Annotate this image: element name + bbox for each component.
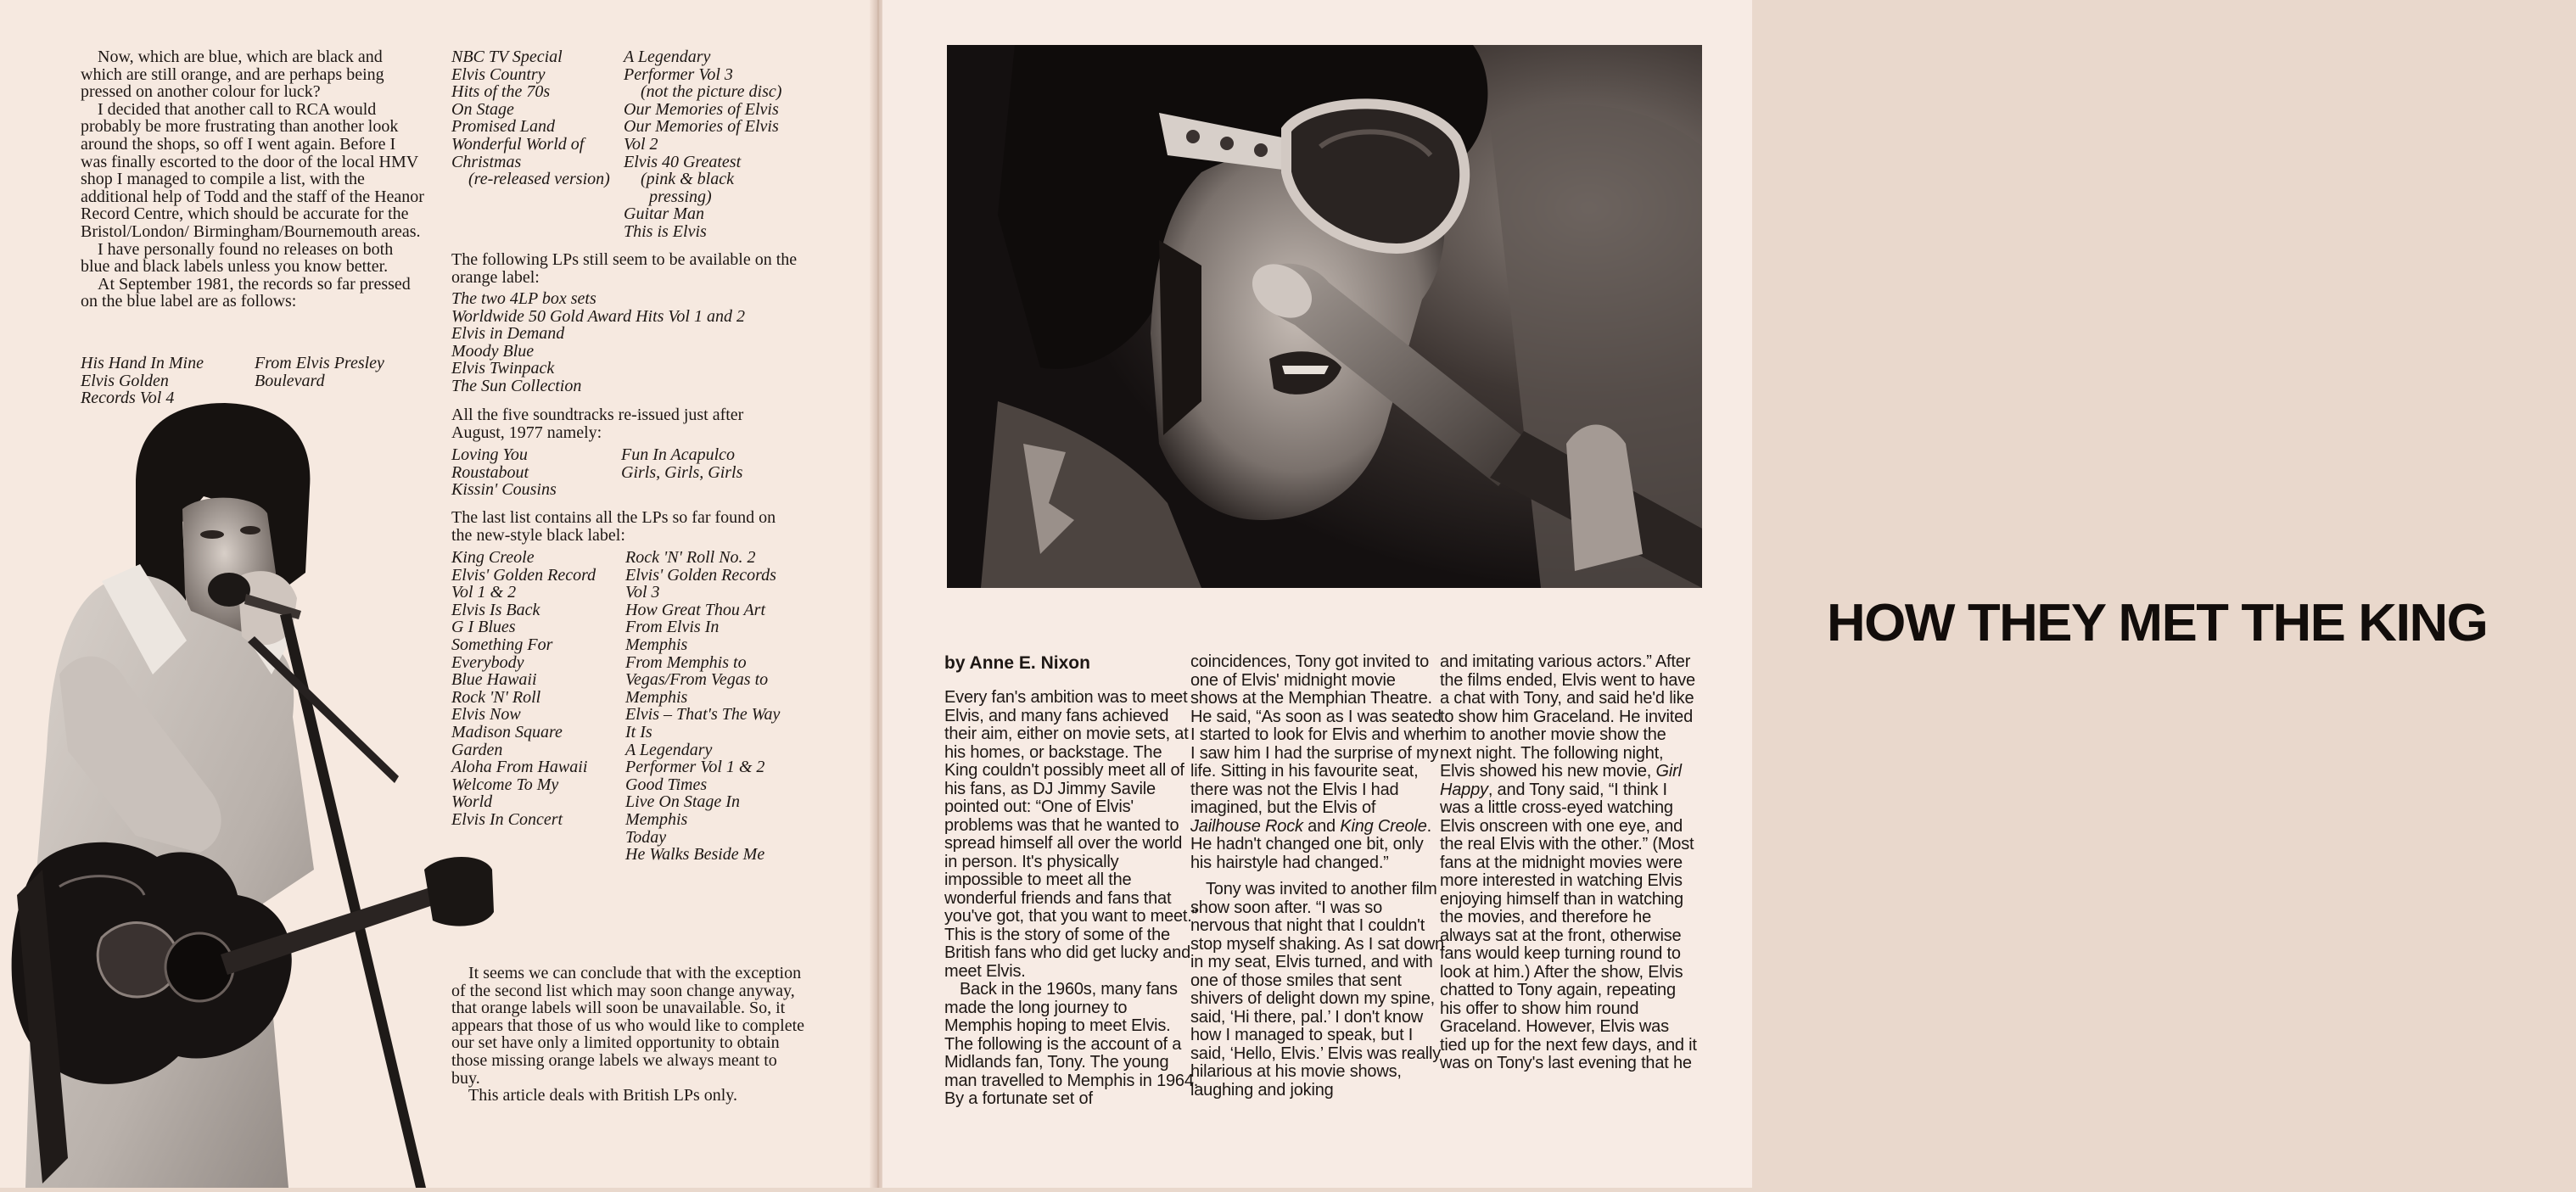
list-item: Vol 3 <box>625 583 660 602</box>
list-item: Welcome To My <box>451 775 559 794</box>
article-text: . He hadn't changed one bit, only his hairstyle had changed.” <box>1190 816 1431 872</box>
blue-label-list <box>81 355 250 407</box>
list-item: G I Blues <box>451 618 516 637</box>
list-item: How Great Thou Art <box>625 600 766 619</box>
conclusion-text <box>451 965 808 1105</box>
list-item: Memphis <box>625 687 688 707</box>
list-item: From Memphis to <box>625 652 747 672</box>
list-item: Something For <box>451 635 553 654</box>
list-item: Guitar Man <box>624 204 704 224</box>
list-item: Good Times <box>625 775 708 794</box>
article-column-1 <box>944 689 1199 1109</box>
list-item: Elvis Twinpack <box>451 359 555 378</box>
right-page <box>882 0 2488 1188</box>
list-item: Elvis' Golden Records <box>625 565 776 585</box>
list-item: Elvis – That's The Way <box>625 705 781 725</box>
list-item: Hits of the 70s <box>451 82 551 102</box>
black-label-list <box>451 549 625 829</box>
conclusion-paragraph: It seems we can conclude that with the exception of the second list which may soon change anyway, that orange labels will soon be unavailable. So, it appears that those of us who would like to complete our set have only a limited opportunity to obtain those missing orange labels we always meant to buy. <box>451 964 805 1088</box>
film-title: Girl Happy <box>1440 762 1682 799</box>
article-text: and imitating various actors.” After the films ended, Elvis went to have a chat with Tony, and said he'd like to show him Graceland. He invited him to another movie show the next night. The following night, Elvis showed his new movie, <box>1440 652 1695 781</box>
blue-label-list-continued <box>451 48 621 188</box>
orange-label-list <box>451 290 816 395</box>
elvis-microphone-photo <box>947 45 1702 588</box>
list-item: Our Memories of Elvis <box>624 117 779 137</box>
list-item: pressing) <box>649 187 712 206</box>
list-item: (re-released version) <box>468 170 610 189</box>
list-item: Roustabout <box>451 462 529 482</box>
blue-label-list-continued <box>624 48 827 241</box>
list-item: A Legendary <box>624 48 711 66</box>
intro-paragraph: I decided that another call to RCA would probably be more frustrating than another look around the shops, so off I went again. Before I was finally escorted to the door of the local HMV shop I managed to compile a list, with the additional help of Todd and the staff of the Heanor Record Centre, which should be accurate for the Bristol/London/ Birmingham/Bournemouth areas. <box>81 99 424 241</box>
blue-label-list <box>255 355 424 389</box>
list-item: (pink & black <box>641 170 734 189</box>
list-item: The two 4LP box sets <box>451 289 596 308</box>
article-byline: by Anne E. Nixon <box>944 653 1090 673</box>
list-item: Performer Vol 3 <box>624 64 733 84</box>
list-item: Memphis <box>625 809 688 829</box>
list-item: Elvis in Demand <box>451 324 565 344</box>
soundtracks-list <box>451 446 613 499</box>
black-label-list <box>625 549 829 864</box>
list-item: Madison Square <box>451 722 563 742</box>
list-item: Christmas <box>451 152 522 171</box>
article-text: and <box>1302 816 1341 836</box>
list-item: Elvis Now <box>451 705 521 725</box>
list-item: Live On Stage In <box>625 792 740 812</box>
list-item: Blue Hawaii <box>451 670 537 690</box>
list-item: Elvis 40 Greatest <box>624 152 742 171</box>
list-item: Performer Vol 1 & 2 <box>625 758 765 777</box>
soundtracks-list <box>621 446 816 481</box>
list-item: Everybody <box>451 652 524 672</box>
list-item: Loving You <box>451 445 528 464</box>
article-headline: HOW THEY MET THE KING <box>1827 594 2488 652</box>
list-item: Garden <box>451 740 503 759</box>
list-item: Vegas/From Vegas to <box>625 670 769 690</box>
list-item: Elvis Golden <box>81 371 169 390</box>
list-item: On Stage <box>451 99 514 119</box>
list-item: Elvis' Golden Record <box>451 565 596 585</box>
article-paragraph: Every fan's ambition was to meet Elvis, and many fans achieved their aim, either on movie sets, at his homes, or backstage. The King couldn't possibly meet all of his fans, as DJ Jimmy Savile pointed out: “One of Elvis' problems was that he wanted to spread himself all over the world in person. It's physically impossible to meet all the wonderful friends and fans that you've got, that you want to meet.” This is the story of some of the British fans who did get lucky and meet Elvis. <box>944 688 1198 981</box>
list-item: Rock 'N' Roll <box>451 687 541 707</box>
list-item: Today <box>625 827 667 847</box>
list-item: Elvis Is Back <box>451 600 540 619</box>
list-item: From Elvis In <box>625 618 720 637</box>
list-item: This is Elvis <box>624 221 707 241</box>
article-column-2 <box>1190 653 1445 1100</box>
list-item: King Creole <box>451 548 535 567</box>
list-item: Promised Land <box>451 117 556 137</box>
list-item: He Walks Beside Me <box>625 845 765 865</box>
orange-intro: The following LPs still seem to be available on the orange label: <box>451 250 798 287</box>
list-item: Worldwide 50 Gold Award Hits Vol 1 and 2 <box>451 306 745 326</box>
list-item: A Legendary <box>625 740 713 759</box>
list-item: Our Memories of Elvis <box>624 99 779 119</box>
list-item: Boulevard <box>255 371 325 390</box>
closing-paragraph: This article deals with British LPs only. <box>468 1086 738 1105</box>
article-paragraph: Tony was invited to another film show soon after. “I was so nervous that night that I couldn't stop myself shaking. As I sat down in my seat, Elvis turned, and with one of those smiles that sent shivers of delight down my spine, said, ‘Hi there, pal.’ I don't know how I managed to speak, but I said, ‘Hello, Elvis.’ Elvis was really hilarious at his movie shows, laughing and joking <box>1190 880 1444 1100</box>
list-item: Elvis In Concert <box>451 809 563 829</box>
list-item: Fun In Acapulco <box>621 445 736 464</box>
list-item: The Sun Collection <box>451 376 582 395</box>
list-item: Records Vol 4 <box>81 389 175 408</box>
list-item: World <box>451 792 493 812</box>
list-item: (not the picture disc) <box>641 82 782 102</box>
list-item: It Is <box>625 722 652 742</box>
list-item: Vol 1 & 2 <box>451 583 517 602</box>
intro-paragraph: At September 1981, the records so far pressed on the blue label are as follows: <box>81 274 411 311</box>
left-page <box>0 0 874 1188</box>
list-item: From Elvis Presley <box>255 354 384 372</box>
left-intro-text <box>81 48 424 311</box>
film-title: Jailhouse Rock <box>1190 816 1303 836</box>
list-item: Aloha From Hawaii <box>451 758 588 777</box>
list-item: Wonderful World of <box>451 134 585 154</box>
list-item: His Hand In Mine <box>81 354 204 372</box>
soundtracks-intro: All the five soundtracks re-issued just after August, 1977 namely: <box>451 406 744 442</box>
list-item: Memphis <box>625 635 688 654</box>
list-item: Moody Blue <box>451 341 535 361</box>
intro-paragraph: I have personally found no releases on both blue and black labels unless you know better. <box>81 239 394 277</box>
list-item: Girls, Girls, Girls <box>621 462 743 482</box>
film-title: King Creole <box>1340 816 1427 836</box>
article-column-3 <box>1440 653 1699 1073</box>
list-item: Vol 2 <box>624 134 658 154</box>
elvis-closeup-illustration <box>947 45 1702 588</box>
article-text: coincidences, Tony got invited to one of Elvis' midnight movie shows at the Memphian Theatre. He said, “As soon as I was seated I started to look for Elvis and when I saw him I had the surprise of my life. Sitting in his favourite seat, there was not the Elvis I had imagined, but the Elvis of <box>1190 652 1444 817</box>
list-item: Kissin' Cousins <box>451 480 557 500</box>
article-text: , and Tony said, “I think I was a little cross-eyed watching Elvis onscreen with one eye, and the real Elvis with the other.” (Most fans at the midnight movies were more interested in watching Elvis enjoying himself than in watching the movies, and therefore he always sat at the front, otherwise fans would keep turning round to look at him.) After the show, Elvis chatted to Tony again, repeating his offer to show him round Graceland. However, Elvis was tied up for the next few days, and it was on Tony's last evening that he <box>1440 780 1697 1072</box>
list-item: NBC TV Special <box>451 48 563 66</box>
list-item: Rock 'N' Roll No. 2 <box>625 548 756 567</box>
article-paragraph: Back in the 1960s, many fans made the long journey to Memphis hoping to meet Elvis. The following is the account of a Midlands fan, Tony. The young man travelled to Memphis in 1964. By a fortunate set of <box>944 980 1199 1108</box>
intro-paragraph: Now, which are blue, which are black and which are still orange, and are perhaps being pressed on another colour for luck? <box>81 48 384 102</box>
black-intro: The last list contains all the LPs so far found on the new-style black label: <box>451 508 776 545</box>
list-item: Elvis Country <box>451 64 546 84</box>
